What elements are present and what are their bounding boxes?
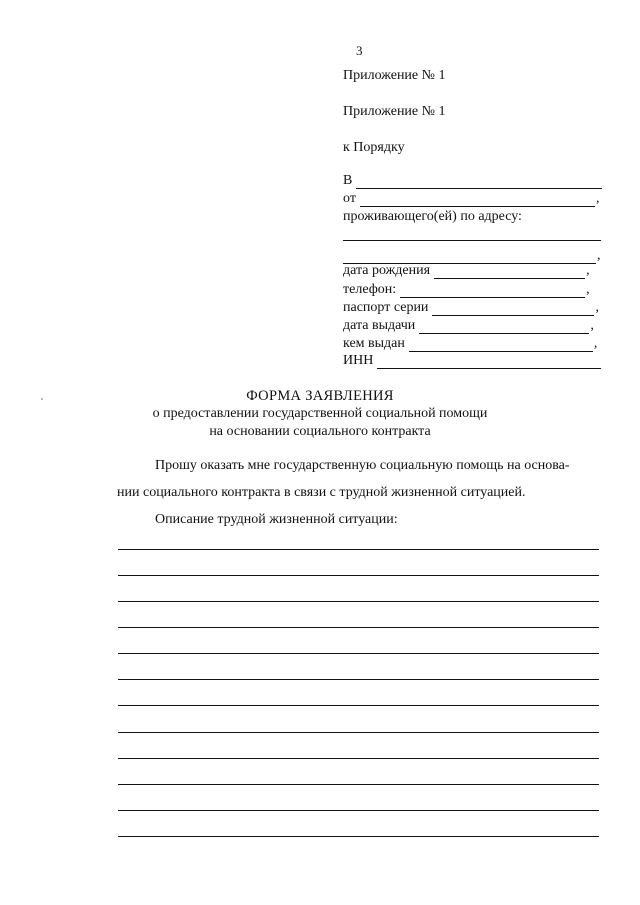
recipient-field bbox=[343, 172, 602, 189]
description-line[interactable] bbox=[118, 784, 599, 785]
inn-label: ИНН bbox=[343, 353, 374, 368]
description-line[interactable] bbox=[118, 627, 599, 628]
birth-date-label: дата рождения bbox=[343, 263, 431, 278]
description-line[interactable] bbox=[118, 575, 599, 576]
description-line[interactable] bbox=[118, 679, 599, 680]
issued-by-blank[interactable] bbox=[409, 339, 593, 352]
issue-date-blank[interactable] bbox=[419, 321, 589, 334]
sender-field bbox=[343, 190, 599, 207]
description-line[interactable] bbox=[118, 705, 599, 706]
recipient-blank[interactable] bbox=[356, 176, 602, 189]
description-line[interactable] bbox=[118, 732, 599, 733]
comma: , bbox=[595, 300, 599, 315]
form-subtitle-1: о предоставлении государственной социальной помощи bbox=[152, 406, 488, 421]
residence-label: проживающего(ей) по адресу: bbox=[343, 209, 522, 224]
annex-line-1: Приложение № 1 bbox=[343, 68, 446, 83]
situation-label: Описание трудной жизненной ситуации: bbox=[155, 512, 398, 527]
description-line[interactable] bbox=[118, 810, 599, 811]
recipient-label: В bbox=[343, 173, 353, 188]
annex-line-2: Приложение № 1 bbox=[343, 104, 446, 119]
comma: , bbox=[595, 191, 600, 206]
phone-blank[interactable] bbox=[400, 285, 585, 298]
passport-blank[interactable] bbox=[432, 303, 594, 316]
issue-date-field bbox=[343, 317, 594, 334]
comma: , bbox=[597, 248, 601, 263]
phone-field bbox=[343, 281, 590, 298]
inn-blank[interactable] bbox=[377, 356, 601, 369]
passport-label: паспорт серии bbox=[343, 300, 429, 315]
phone-label: телефон: bbox=[343, 282, 397, 297]
issue-date-label: дата выдачи bbox=[343, 318, 416, 333]
request-text-line-2: нии социального контракта в связи с трудной жизненной ситуацией. bbox=[117, 485, 526, 500]
form-title: ФОРМА ЗАЯВЛЕНИЯ bbox=[246, 388, 394, 404]
comma: , bbox=[593, 336, 598, 351]
comma: , bbox=[590, 318, 594, 333]
order-reference: к Порядку bbox=[343, 140, 405, 155]
description-line[interactable] bbox=[118, 836, 599, 837]
description-line[interactable] bbox=[118, 601, 599, 602]
birth-date-field bbox=[343, 262, 590, 279]
sender-blank[interactable] bbox=[360, 194, 595, 207]
issued-by-field bbox=[343, 335, 597, 352]
passport-field bbox=[343, 299, 599, 316]
description-line[interactable] bbox=[118, 758, 599, 759]
issued-by-label: кем выдан bbox=[343, 336, 405, 351]
request-text-line-1: Прошу оказать мне государственную социальную помощь на основа- bbox=[155, 458, 570, 473]
comma: , bbox=[586, 282, 590, 297]
page-number: 3 bbox=[356, 43, 363, 58]
comma: , bbox=[586, 263, 590, 278]
address-blank-line-1[interactable] bbox=[343, 240, 601, 241]
description-line[interactable] bbox=[118, 549, 599, 550]
form-subtitle-2: на основании социального контракта bbox=[209, 424, 431, 439]
inn-field bbox=[343, 352, 601, 369]
sender-label: от bbox=[343, 191, 356, 206]
description-line[interactable] bbox=[118, 653, 599, 654]
birth-date-blank[interactable] bbox=[434, 266, 585, 279]
